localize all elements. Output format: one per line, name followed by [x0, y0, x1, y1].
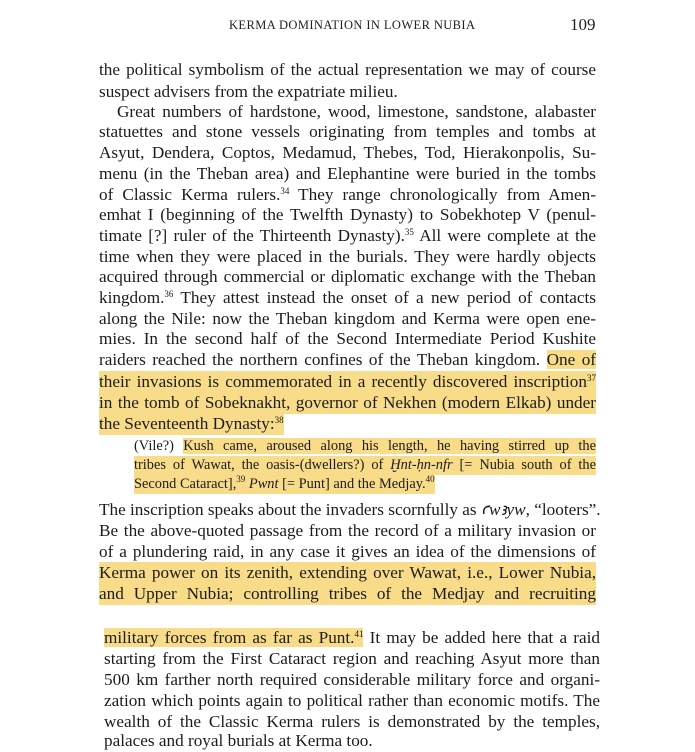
text-run: military forces from as far as Punt.: [104, 628, 355, 647]
text-line: statuettes and stone vessels originating from temples and tombs at: [99, 122, 596, 141]
footnote-ref-40: 40: [425, 474, 435, 484]
text-line: time when they were placed in the burials. They were hardly objects: [99, 247, 596, 266]
text-run: their invasions is commemorated in a recently discovered inscription: [99, 372, 587, 391]
text-run: (Vile?): [134, 438, 184, 454]
text-run: They range chronologically from Amen-: [289, 185, 596, 204]
text-run: tribes of Wawat, the oasis-(dwellers?) of: [134, 457, 391, 473]
text-line: suspect advisers from the expatriate milieu.: [99, 82, 398, 101]
text-line: [104, 627, 600, 649]
text-run: They attest instead the onset of a new period of contacts: [173, 288, 596, 307]
text-line: zation which points again to political rather than economic motifs. The: [104, 691, 600, 710]
text-run: , “looters”.: [525, 500, 601, 519]
highlighted-text: [104, 628, 363, 647]
text-line: [99, 499, 601, 521]
text-run: km farther north required considerable military force and organi-: [129, 670, 600, 689]
transliteration: Ḫnt-ḥn-nfr: [390, 457, 453, 473]
text-line: [99, 225, 596, 247]
text-line: the political symbolism of the actual representation we may of course: [99, 60, 596, 79]
text-run: raiders reached the northern confines of the Theban kingdom.: [99, 350, 547, 369]
text-run: It may be added here that a raid: [363, 628, 600, 647]
text-run: Second Cataract],: [134, 476, 237, 492]
footnote-ref-35: 35: [404, 227, 414, 237]
text-line: acquired through commercial or diplomatic exchange with the Theban: [99, 267, 596, 286]
footnote-ref-39: 39: [236, 474, 246, 484]
text-line: along the Nile: now the Theban kingdom and Kerma were open ene-: [99, 309, 596, 328]
text-line: emhat I (beginning of the Twelfth Dynasty) to Sobekhotep V (penul-: [99, 205, 596, 224]
text-line: Asyut, Dendera, Coptos, Medamud, Thebes, Tod, Hierakonpolis, Su-: [99, 143, 596, 162]
text-line: menu (in the Theban area) and Elephantine were buried in the tombs: [99, 164, 596, 183]
text-line: [99, 287, 596, 309]
text-run: All were complete at the: [413, 226, 596, 245]
highlighted-text-line: [99, 413, 284, 435]
running-head: KERMA DOMINATION IN LOWER NUBIA: [229, 18, 476, 32]
text-line: [99, 349, 596, 371]
highlighted-text-line: and Upper Nubia; controlling tribes of the Medjay and recruiting: [99, 584, 596, 603]
text-run: [= Punt] and the Medjay.: [278, 476, 426, 492]
text-line: [104, 669, 600, 691]
text-run: the Seventeenth Dynasty:: [99, 414, 275, 433]
footnote-ref-37: 37: [587, 373, 596, 383]
footnote-ref-41: 41: [354, 629, 364, 639]
footnote-ref-34: 34: [280, 186, 290, 196]
text-line: of a plundering raid, in any case it gives an idea of the dimensions of: [99, 542, 596, 561]
quote-line: [134, 437, 596, 456]
text-line: Be the above-quoted passage from the record of a military invasion or: [99, 521, 596, 540]
text-line: Great numbers of hardstone, wood, limestone, sandstone, alabaster: [117, 102, 596, 121]
page-number: 109: [570, 15, 596, 34]
text-run: [= Nubia south of the: [452, 457, 596, 473]
text-run: of Classic Kerma rulers.: [99, 185, 281, 204]
transliteration: ꜥwꜣyw: [480, 500, 526, 519]
text-line: [99, 184, 596, 206]
text-line: palaces and royal burials at Kerma too.: [104, 731, 373, 750]
text-line: mies. In the second half of the Second Intermediate Period Kushite: [99, 329, 596, 348]
highlighted-text-line: [99, 371, 596, 393]
text-line: starting from the First Cataract region and reaching Asyut more than: [104, 649, 600, 668]
text-run: The inscription speaks about the invaders scornfully as: [99, 500, 481, 519]
highlighted-quote-line: [134, 475, 435, 494]
footnote-ref-36: 36: [164, 289, 174, 299]
text-run: kingdom.: [99, 288, 165, 307]
highlighted-text-line: in the tomb of Sobeknakht, governor of Nekhen (modern Elkab) under: [99, 393, 596, 412]
highlighted-quote-line: [134, 456, 596, 475]
highlighted-text: Kush came, aroused along his length, he having stirred up the: [183, 438, 596, 454]
highlighted-text-line: Kerma power on its zenith, extending over Wawat, i.e., Lower Nubia,: [99, 563, 596, 582]
highlighted-text: One of: [546, 350, 597, 369]
text-line: wealth of the Classic Kerma rulers is demonstrated by the temples,: [104, 712, 600, 731]
transliteration: Pwnt: [248, 476, 279, 492]
text-run: timate [?] ruler of the Thirteenth Dynasty).: [99, 226, 405, 245]
text-run: 500: [104, 670, 130, 689]
footnote-ref-38: 38: [274, 415, 284, 425]
